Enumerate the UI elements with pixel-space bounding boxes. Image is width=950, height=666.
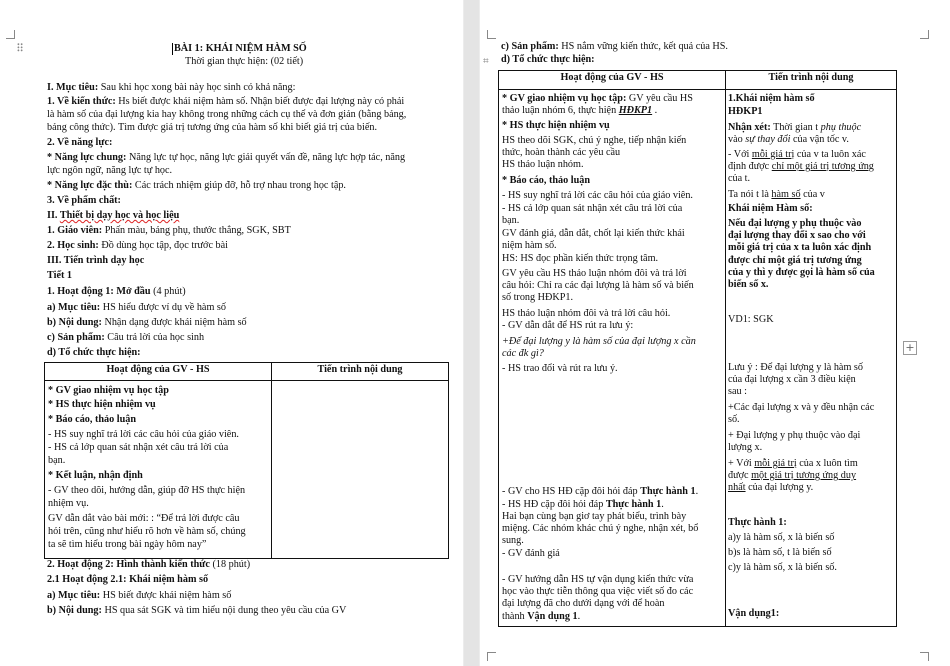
col-header-activity: Hoạt động của GV - HS — [106, 364, 210, 375]
equipment-heading: II. Thiết bị dạy học và học liệu — [47, 210, 180, 221]
table-line: * GV giao nhiệm vụ học tập — [48, 385, 169, 396]
table-line: - HS cả lớp quan sát nhận xét câu trả lời của — [48, 442, 229, 453]
table-line: a)y là hàm số, x là biến số — [728, 532, 835, 543]
table-line: - GV cho HS HĐ cặp đôi hỏi đáp Thực hành 1. — [502, 486, 699, 497]
table-cell-content[interactable] — [726, 90, 897, 627]
table-line: 1.Khái niệm hàm số — [728, 93, 815, 104]
table-line: * Báo cáo, thảo luận — [48, 414, 137, 425]
col-header-activity: Hoạt động của GV - HS — [560, 72, 664, 83]
margin-corner-mark — [920, 652, 929, 661]
margin-corner-mark — [487, 652, 496, 661]
general-ability-line-2: lực ngôn ngữ, năng lực tự học. — [47, 165, 173, 176]
document-page-2[interactable] — [480, 0, 950, 666]
table-line: VD1: SGK — [728, 314, 774, 325]
table-line: Thực hành 1: — [728, 517, 787, 528]
lesson-time: Thời gian thực hiện: (02 tiết) — [185, 56, 304, 67]
table-line: * HS thực hiện nhiệm vụ — [48, 399, 156, 410]
table-line: - HS trao đổi và rút ra lưu ý. — [502, 363, 618, 374]
activity1-content: b) Nội dung: Nhận dạng được khái niệm hàm số — [47, 317, 247, 328]
table-line: ta sẽ tìm hiểu trong bài ngày hôm nay” — [48, 539, 207, 550]
activity21-goal: a) Mục tiêu: HS biết được khái niệm hàm số — [47, 590, 232, 601]
product-line: c) Sản phẩm: HS nắm vững kiến thức, kết quả của HS. — [501, 41, 728, 52]
table-line: thành Vận dụng 1. — [502, 611, 581, 622]
activity21-heading: 2.1 Hoạt động 2.1: Khái niệm hàm số — [47, 574, 209, 585]
activity1-organize: d) Tổ chức thực hiện: — [47, 347, 141, 358]
activity1-goal: a) Mục tiêu: HS hiểu được ví dụ về hàm số — [47, 302, 226, 313]
objective-heading: I. Mục tiêu: Sau khi học xong bài này học sinh có khả năng: — [47, 82, 296, 93]
organize-line: d) Tổ chức thực hiện: — [501, 54, 595, 65]
table-line: GV dẫn dắt vào bài mới: : “Để trả lời được câu — [48, 513, 240, 524]
text-cursor — [172, 43, 173, 55]
table-line: của đại lượng x cần 3 điều kiện — [728, 374, 856, 385]
lesson-title: BÀI 1: KHÁI NIỆM HÀM SỐ — [174, 43, 307, 54]
activity21-table — [498, 70, 897, 627]
table-line: bạn. — [48, 455, 66, 466]
table-line: * GV giao nhiệm vụ học tập: GV yêu cầu HS — [502, 93, 693, 104]
table-line: * Kết luận, nhận định — [48, 470, 143, 481]
table-line: HS theo dõi SGK, chú ý nghe, tiếp nhận kiến — [502, 135, 687, 146]
student-equipment: 2. Học sinh: Đồ dùng học tập, đọc trước bài — [47, 240, 228, 251]
table-line: Ta nói t là hàm số của v — [728, 189, 825, 200]
table-line: thảo luận nhóm 6, thực hiện HĐKP1 . — [502, 105, 658, 116]
table-line: được một giá trị tương ứng duy — [728, 470, 857, 481]
table-line: Lưu ý : Để đại lượng y là hàm số — [728, 362, 863, 373]
table-line: - Với mỗi giá trị của v ta luôn xác — [728, 149, 866, 160]
table-line: nhất của đại lượng y. — [728, 482, 814, 493]
table-line: vào sự thay đổi của vận tốc v. — [728, 134, 849, 145]
table-line: của y thì y được gọi là hàm số của — [728, 267, 875, 278]
table-line: - HS suy nghĩ trả lời các câu hỏi của giáo viên. — [502, 190, 693, 201]
teacher-equipment: 1. Giáo viên: Phấn màu, bảng phụ, thước thẳng, SGK, SBT — [47, 225, 291, 236]
table-line: GV đánh giá, dẫn dắt, chốt lại kiến thức khái — [502, 228, 685, 239]
process-heading: III. Tiến trình dạy học — [47, 255, 145, 266]
table-header-cell — [499, 71, 726, 90]
table-header-cell — [726, 71, 897, 90]
table-header-cell — [272, 363, 449, 381]
table-line: - HS suy nghĩ trả lời các câu hỏi của giáo viên. — [48, 429, 239, 440]
table-line: Khái niệm Hàm số: — [728, 203, 813, 214]
table-cell-activity[interactable] — [45, 381, 272, 559]
table-line: HS thảo luận nhóm đôi và trả lời câu hỏi. — [502, 308, 671, 319]
col-header-content: Tiến trình nội dung — [768, 72, 854, 83]
table-line: Hai bạn cùng bạn giơ tay phát biểu, trình bày — [502, 511, 687, 522]
general-ability-line-1: * Năng lực chung: Năng lực tự học, năng lực giải quyết vấn đề, năng lực hợp tác, năng — [47, 152, 406, 163]
table-line: định được chỉ một giá trị tương ứng — [728, 161, 874, 172]
table-line: đại lượng thay đổi x sao cho với — [728, 230, 866, 241]
table-cell-content[interactable] — [272, 381, 449, 559]
quality-heading: 3. Về phẩm chất: — [47, 195, 121, 206]
knowledge-line-3: bảng công thức). Tìm được giá trị tương ứng của hàm số khi biết giá trị của biến. — [47, 122, 378, 133]
table-line: - GV hướng dẫn HS tự vận dụng kiến thức vừa — [502, 574, 694, 585]
table-line: b)s là hàm số, t là biến số — [728, 547, 832, 558]
specific-ability-line: * Năng lực đặc thù: Các trách nhiệm giúp đỡ, hỗ trợ nhau trong học tập. — [47, 180, 346, 191]
paragraph-move-handle-icon[interactable]: ⠿ — [16, 43, 25, 55]
add-column-icon[interactable]: + — [903, 341, 917, 355]
table-line: nhiệm vụ. — [48, 498, 89, 509]
table-line: bạn. — [502, 215, 520, 226]
table-line: câu hỏi: Chỉ ra các đại lượng là hàm số và biến — [502, 280, 694, 291]
table-line: - GV dẫn dắt để HS rút ra lưu ý: — [502, 320, 634, 331]
table-line: Nếu đại lượng y phụ thuộc vào — [728, 218, 862, 229]
table-line: GV yêu cầu HS thảo luận nhóm đôi và trả lời — [502, 268, 687, 279]
table-cell-activity[interactable] — [499, 90, 726, 627]
table-line: +Để đại lượng y là hàm số của đại lượng x cần — [502, 336, 696, 347]
table-header-cell — [45, 363, 272, 381]
table-line: Vận dụng1: — [728, 608, 780, 619]
margin-corner-mark — [6, 30, 15, 39]
table-line: - HS cả lớp quan sát nhận xét câu trả lời của — [502, 203, 683, 214]
table-line: của t. — [728, 173, 751, 184]
table-line: + Đại lượng y phụ thuộc vào đại — [728, 430, 861, 441]
table-line: + Với mỗi giá trị của x luôn tìm — [728, 458, 858, 469]
activity1-table — [44, 362, 449, 559]
activity2-heading: 2. Hoạt động 2: Hình thành kiến thức (18 phút) — [47, 559, 251, 570]
activity1-product: c) Sản phẩm: Câu trả lời của học sinh — [47, 332, 205, 343]
table-line: biến số x. — [728, 279, 769, 290]
table-line: - HS HĐ cặp đôi hỏi đáp Thực hành 1. — [502, 499, 664, 510]
table-line: sau : — [728, 386, 747, 397]
activity1-heading: 1. Hoạt động 1: Mở đầu (4 phút) — [47, 286, 186, 297]
table-line: học vào thực tiễn thông qua việc viết số đo các — [502, 586, 694, 597]
table-line: HS thảo luận nhóm. — [502, 159, 584, 170]
table-line: số trong HĐKP1. — [502, 292, 574, 303]
table-line: mỗi giá trị của x ta luôn xác định — [728, 242, 872, 253]
table-line: miệng. Các nhóm khác chú ý nghe, nhận xét, bổ — [502, 523, 699, 534]
table-line: +Các đại lượng x và y đều nhận các — [728, 402, 875, 413]
table-line: sung. — [502, 535, 524, 546]
ability-heading: 2. Về năng lực: — [47, 137, 113, 148]
table-line: Nhận xét: Thời gian t phụ thuộc — [728, 122, 862, 133]
table-line: c)y là hàm số, x là biến số. — [728, 562, 837, 573]
table-line: các đk gì? — [502, 348, 544, 359]
table-line: niệm hàm số. — [502, 240, 557, 251]
col-header-content: Tiến trình nội dung — [317, 364, 403, 375]
table-move-handle-icon[interactable]: ⌗ — [483, 56, 489, 67]
table-line: hỏi trên, cũng như hiểu rõ hơn về hàm số, chúng — [48, 526, 246, 537]
table-line: * HS thực hiện nhiệm vụ — [502, 120, 610, 131]
margin-corner-mark — [487, 30, 496, 39]
document-page-1[interactable] — [0, 0, 463, 666]
knowledge-line-1: 1. Về kiến thức: Hs biết được khái niệm hàm số. Nhận biết được đại lượng này có phải — [47, 96, 405, 107]
knowledge-line-2: là hàm số của đại lượng kia hay không trong những cách cụ thể và đơn giản (bằng bảng, — [47, 109, 407, 120]
table-line: - GV theo dõi, hướng dẫn, giúp đỡ HS thực hiện — [48, 485, 246, 496]
table-line: HĐKP1 — [728, 106, 763, 117]
table-line: - GV đánh giá — [502, 548, 560, 559]
page-gap — [464, 0, 479, 666]
table-line: HS: HS đọc phần kiến thức trọng tâm. — [502, 253, 659, 264]
table-line: lượng x. — [728, 442, 763, 453]
table-line: số. — [728, 414, 740, 425]
activity21-content: b) Nội dung: HS qua sát SGK và tìm hiểu nội dung theo yêu cầu của GV — [47, 605, 347, 616]
table-line: được chỉ một giá trị tương ứng — [728, 255, 862, 266]
period-label: Tiết 1 — [47, 270, 72, 281]
margin-corner-mark — [920, 30, 929, 39]
table-line: thức, hoàn thành các yêu cầu — [502, 147, 621, 158]
table-line: đại lượng đã cho dưới dạng với để hoàn — [502, 598, 665, 609]
table-line: * Báo cáo, thảo luận — [502, 175, 591, 186]
